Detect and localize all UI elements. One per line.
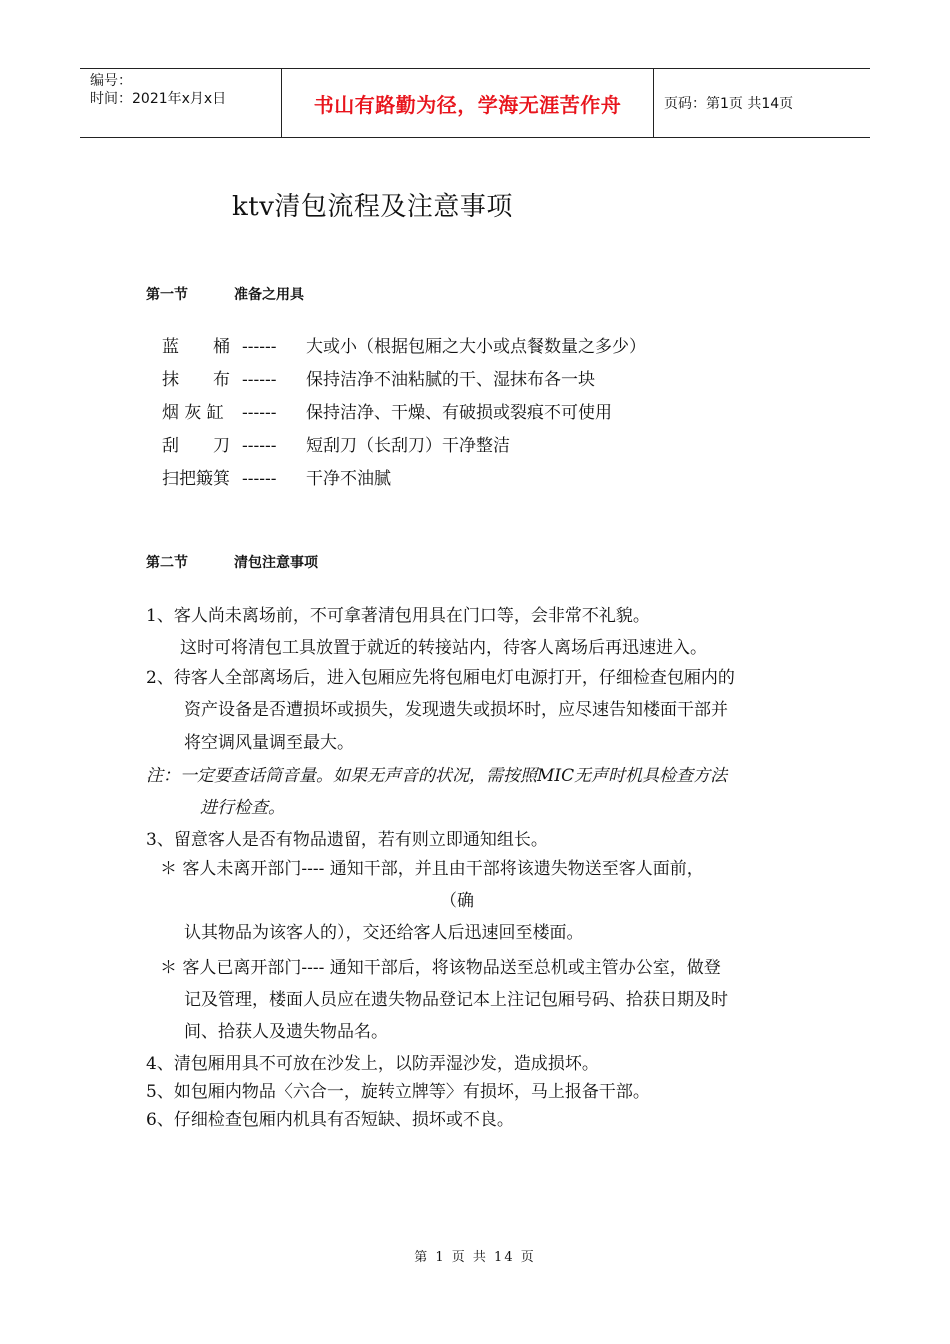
paragraph-line: 2、待客人全部离场后，进入包厢应先将包厢电灯电源打开，仔细检查包厢内的 — [146, 668, 735, 688]
tool-row — [162, 332, 646, 357]
header-table — [80, 68, 870, 138]
paragraph-line: 记及管理，楼面人员应在遗失物品登记本上注记包厢号码、拾获日期及时 — [184, 990, 728, 1010]
tool-name: 抹 布 — [162, 370, 230, 390]
paragraph-line: 将空调风量调至最大。 — [184, 733, 354, 753]
tool-desc: 保持洁净不油粘腻的干、湿抹布各一块 — [306, 370, 595, 390]
paragraph-line: 6、仔细检查包厢内机具有否短缺、损坏或不良。 — [146, 1110, 514, 1130]
tool-dash: ------ — [242, 337, 277, 357]
note-line: 进行检查。 — [200, 798, 285, 818]
section1-heading — [146, 284, 304, 304]
paragraph-line: 5、如包厢内物品〈六合一，旋转立牌等〉有损坏，马上报备干部。 — [146, 1082, 650, 1102]
tool-name: 扫把簸箕 — [162, 469, 230, 489]
tool-desc: 大或小（根据包厢之大小或点餐数量之多少） — [306, 337, 646, 357]
tool-row — [162, 431, 510, 456]
tool-row — [162, 365, 595, 390]
tool-dash: ------ — [242, 436, 277, 456]
paragraph-line: （确 — [440, 891, 474, 911]
header-left-cell — [80, 69, 282, 137]
page-footer: 第 1 页 共 14 页 — [414, 1250, 536, 1265]
section2-title: 清包注意事项 — [234, 555, 318, 571]
paragraph-line: 间、拾获人及遗失物品名。 — [184, 1022, 388, 1042]
tool-name: 烟 灰 缸 — [162, 403, 224, 423]
header-motto: 书山有路勤为径，学海无涯苦作舟 — [282, 69, 654, 137]
tool-desc: 干净不油腻 — [306, 469, 391, 489]
section1-number: 第一节 — [146, 287, 188, 303]
paragraph-line: 资产设备是否遭损坏或损失，发现遗失或损坏时，应尽速告知楼面干部并 — [184, 700, 728, 720]
section1-title: 准备之用具 — [234, 287, 304, 303]
tool-row — [162, 398, 612, 423]
section2-heading — [146, 552, 318, 572]
note-line: 注：一定要查话筒音量。如果无声音的状况，需按照MIC无声时机具检查方法 — [146, 766, 728, 786]
tool-name: 刮 刀 — [162, 436, 230, 456]
paragraph-line: 4、清包厢用具不可放在沙发上，以防弄湿沙发，造成损坏。 — [146, 1054, 599, 1074]
section2-number: 第二节 — [146, 555, 188, 571]
tool-desc: 短刮刀（长刮刀）干净整洁 — [306, 436, 510, 456]
tool-dash: ------ — [242, 370, 277, 390]
tool-desc: 保持洁净、干燥、有破损或裂痕不可使用 — [306, 403, 612, 423]
paragraph-line: 3、留意客人是否有物品遗留，若有则立即通知组长。 — [146, 830, 548, 850]
paragraph-line: 1、客人尚未离场前，不可拿著清包用具在门口等，会非常不礼貌。 — [146, 606, 650, 626]
tool-name: 蓝 桶 — [162, 337, 230, 357]
tool-row — [162, 464, 391, 489]
tool-dash: ------ — [242, 403, 277, 423]
paragraph-line: ＊ 客人未离开部门---- 通知干部，并且由干部将该遗失物送至客人面前， — [160, 859, 704, 879]
paragraph-line: ＊ 客人已离开部门---- 通知干部后，将该物品送至总机或主管办公室，做登 — [160, 958, 721, 978]
code-label: 编号： — [90, 73, 132, 89]
document-title: ktv清包流程及注意事项 — [232, 192, 513, 222]
paragraph-line: 认其物品为该客人的），交还给客人后迅速回至楼面。 — [184, 923, 584, 943]
tool-dash: ------ — [242, 469, 277, 489]
time-label: 时间：2021年x月x日 — [90, 91, 227, 107]
paragraph-line: 这时可将清包工具放置于就近的转接站内，待客人离场后再迅速进入。 — [180, 638, 707, 658]
header-page-info: 页码：第1页 共14页 — [664, 96, 794, 112]
